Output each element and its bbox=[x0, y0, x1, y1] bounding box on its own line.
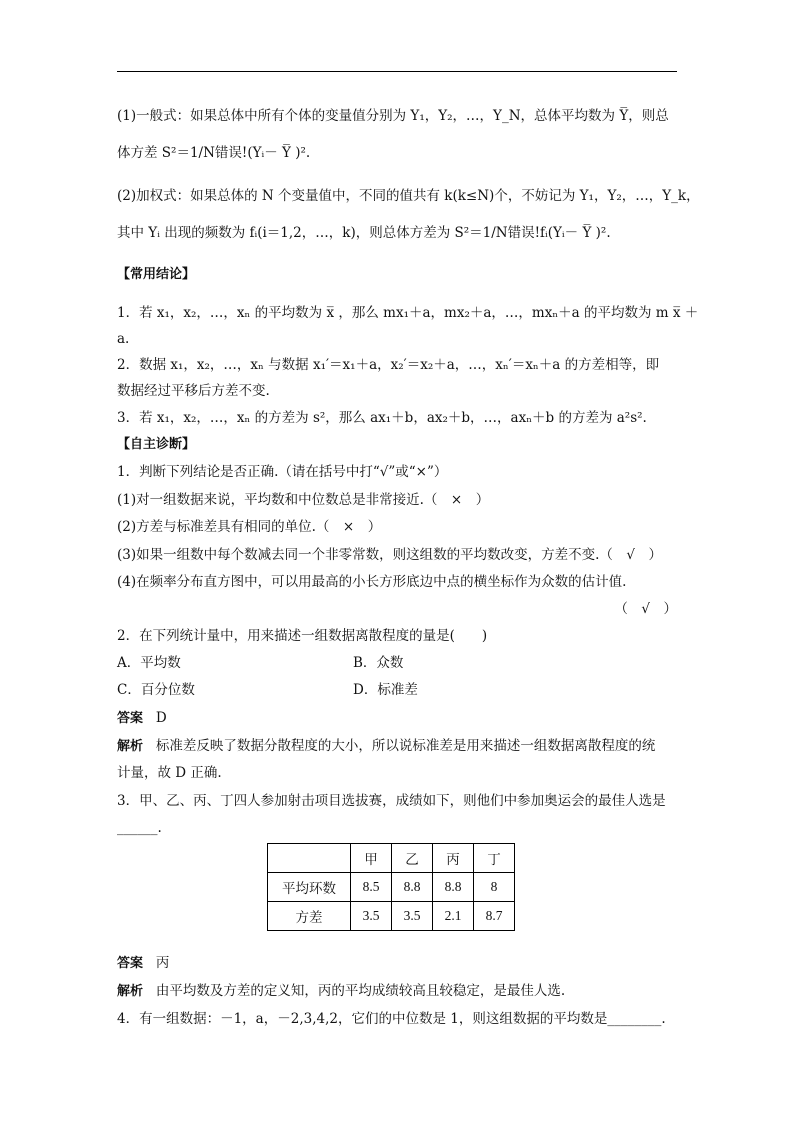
question-2: 2．在下列统计量中，用来描述一组数据离散程度的量是( ) bbox=[117, 628, 488, 644]
def-weighted-line1: (2)加权式：如果总体的 N 个变量值中，不同的值共有 k(k≤N)个，不妨记为 Y₁，Y₂，…，Y_k， bbox=[117, 188, 700, 204]
explanation-text: 由平均数及方差的定义知，丙的平均成绩较高且较稳定，是最佳人选. bbox=[155, 983, 566, 999]
question-1-item-1: (1)对一组数据来说，平均数和中位数总是非常接近.（ × ） bbox=[117, 492, 490, 508]
table-cell: 丙 bbox=[433, 844, 474, 873]
table-cell: 8.5 bbox=[351, 873, 392, 902]
option-a: A．平均数 bbox=[117, 655, 181, 671]
question-2-explanation-line1 bbox=[117, 737, 677, 756]
question-3-line2: ______. bbox=[117, 820, 162, 836]
table-cell: 8.8 bbox=[392, 873, 433, 902]
table-cell: 3.5 bbox=[351, 902, 392, 931]
conclusion-1-line2: a. bbox=[117, 331, 130, 347]
table-cell: 2.1 bbox=[433, 902, 474, 931]
question-2-answer bbox=[117, 709, 677, 728]
def-weighted-line2: 其中 Yᵢ 出现的频数为 fᵢ(i＝1,2，…，k)，则总体方差为 S²＝1/N错误!fᵢ(Yᵢ－ Y̅ )². bbox=[117, 225, 611, 241]
table-cell: 甲 bbox=[351, 844, 392, 873]
table-cell: 平均环数 bbox=[268, 873, 351, 902]
conclusion-3: 3．若 x₁，x₂，…，xₙ 的方差为 s²，那么 ax₁＋b，ax₂＋b，…，axₙ＋b 的方差为 a²s². bbox=[117, 410, 647, 426]
question-4: 4．有一组数据：－1，a，－2,3,4,2，它们的中位数是 1，则这组数据的平均数是________. bbox=[117, 1011, 666, 1027]
def-general-line1: (1)一般式：如果总体中所有个体的变量值分别为 Y₁，Y₂，…，Y_N，总体平均数为 Y̅，则总 bbox=[117, 108, 669, 124]
self-diagnosis-heading: 【自主诊断】 bbox=[117, 437, 196, 452]
answer-value: D bbox=[155, 710, 167, 726]
conclusion-1-line1: 1．若 x₁，x₂，…，xₙ 的平均数为 x̅ ，那么 mx₁＋a，mx₂＋a，…，mxₙ＋a 的平均数为 m x̅ ＋ bbox=[117, 305, 699, 321]
answer-value: 丙 bbox=[155, 955, 170, 971]
answer-label: 答案 bbox=[117, 956, 144, 971]
table-cell: 8.7 bbox=[474, 902, 515, 931]
table-cell bbox=[268, 844, 351, 873]
answer-label: 答案 bbox=[117, 711, 144, 726]
question-1-item-3: (3)如果一组数中每个数减去同一个非零常数，则这组数的平均数改变，方差不变.（ √ ） bbox=[117, 547, 663, 563]
def-general-line2: 体方差 S²＝1/N错误!(Yᵢ－ Y̅ )². bbox=[117, 145, 311, 161]
common-conclusions-heading: 【常用结论】 bbox=[117, 267, 196, 282]
question-3-explanation bbox=[117, 982, 677, 1001]
question-1-item-4-answer: （ √ ） bbox=[614, 601, 677, 617]
question-1-item-4: (4)在频率分布直方图中，可以用最高的小长方形底边中点的横坐标作为众数的估计值. bbox=[117, 574, 627, 590]
explanation-text: 标准差反映了数据分散程度的大小，所以说标准差是用来描述一组数据离散程度的统 bbox=[155, 738, 656, 754]
table-header-row bbox=[268, 844, 515, 873]
option-c: C．百分位数 bbox=[117, 682, 195, 698]
option-b: B．众数 bbox=[353, 655, 404, 671]
explanation-label: 解析 bbox=[117, 984, 144, 999]
table-row bbox=[268, 873, 515, 902]
question-1: 1．判断下列结论是否正确.（请在括号中打“√”或“×”） bbox=[117, 464, 448, 480]
header-rule bbox=[117, 71, 677, 72]
table-cell: 3.5 bbox=[392, 902, 433, 931]
table-cell: 8 bbox=[474, 873, 515, 902]
conclusion-2-line1: 2．数据 x₁，x₂，…，xₙ 与数据 x₁′＝x₁＋a，x₂′＝x₂＋a，…，xₙ′＝xₙ＋a 的方差相等，即 bbox=[117, 357, 660, 373]
conclusion-2-line2: 数据经过平移后方差不变. bbox=[117, 383, 270, 399]
question-2-explanation-line2: 计量，故 D 正确. bbox=[117, 765, 222, 781]
table-cell: 8.8 bbox=[433, 873, 474, 902]
table-row bbox=[268, 902, 515, 931]
shooting-scores-table bbox=[267, 843, 515, 931]
explanation-label: 解析 bbox=[117, 739, 144, 754]
question-3-line1: 3．甲、乙、丙、丁四人参加射击项目选拔赛，成绩如下，则他们中参加奥运会的最佳人选是 bbox=[117, 793, 666, 809]
question-1-item-2: (2)方差与标准差具有相同的单位.（ × ） bbox=[117, 519, 382, 535]
table-cell: 方差 bbox=[268, 902, 351, 931]
table-cell: 丁 bbox=[474, 844, 515, 873]
option-d: D．标准差 bbox=[353, 682, 418, 698]
question-3-answer bbox=[117, 954, 677, 973]
table-cell: 乙 bbox=[392, 844, 433, 873]
